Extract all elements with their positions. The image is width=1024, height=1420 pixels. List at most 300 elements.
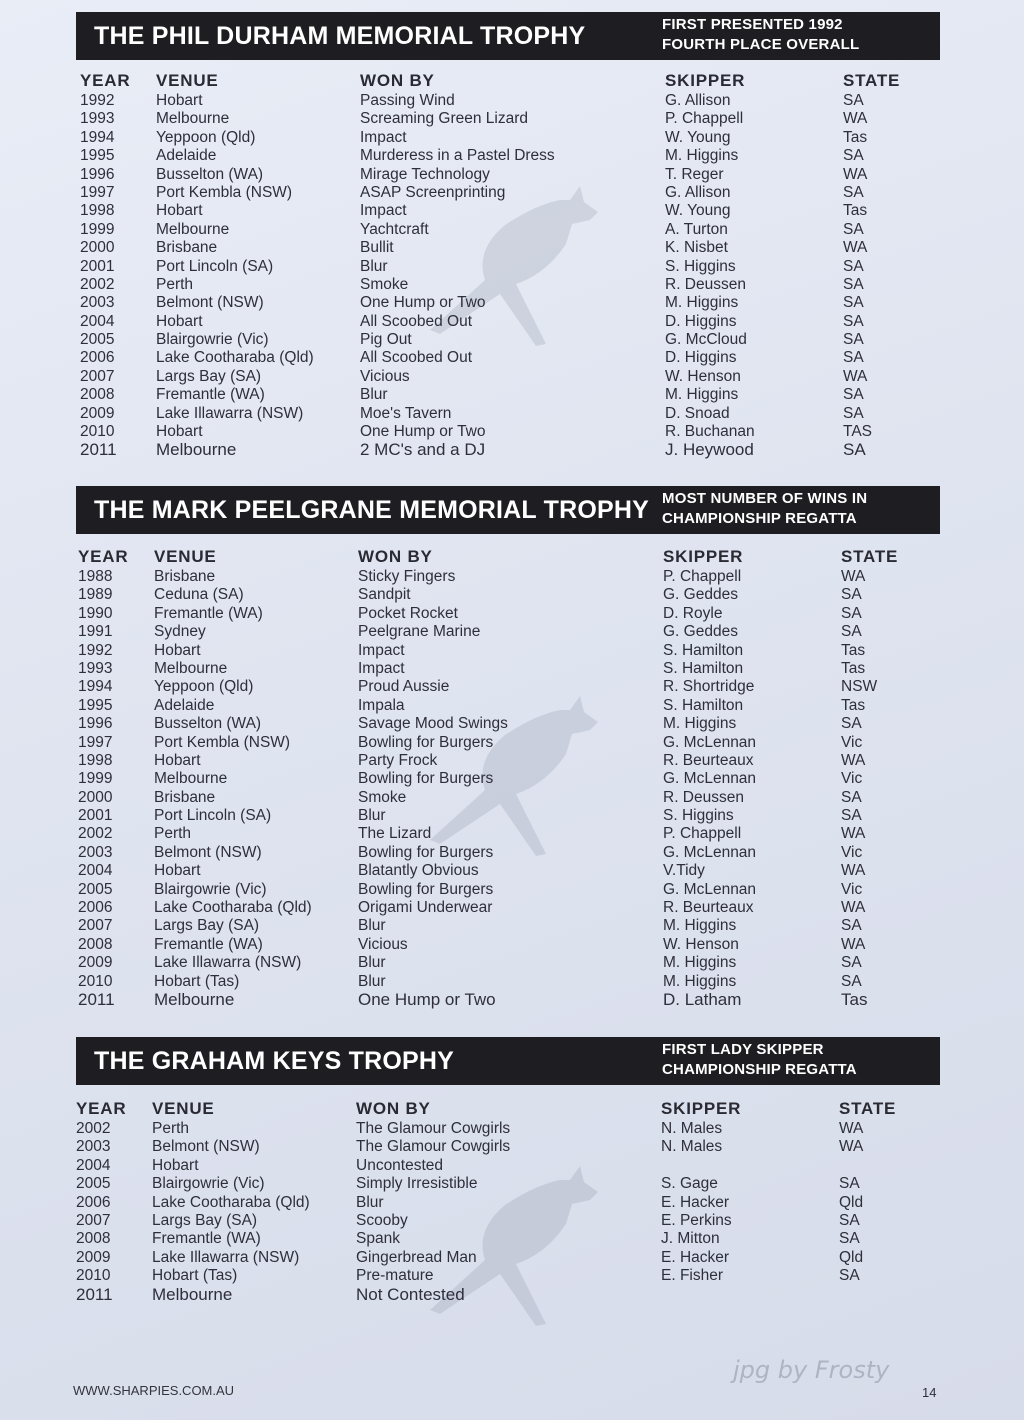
- column-header: SKIPPER: [663, 547, 744, 566]
- state-cell: Tas: [843, 128, 868, 146]
- state-cell: SA: [839, 1230, 860, 1248]
- photo-watermark: jpg by Frosty: [733, 1356, 890, 1384]
- state-cell: Vic: [841, 770, 863, 788]
- state-cell: Vic: [841, 843, 863, 861]
- year-cell: 2010: [76, 1267, 111, 1285]
- state-cell: SA: [843, 440, 866, 460]
- state-cell: TAS: [843, 423, 872, 441]
- year-cell: 2010: [78, 972, 113, 990]
- table-row: [80, 331, 940, 349]
- column-header: SKIPPER: [665, 71, 746, 90]
- winner-cell: Blur: [358, 954, 386, 972]
- skipper-cell: W. Young: [665, 202, 731, 220]
- venue-cell: Blairgowrie (Vic): [154, 880, 267, 898]
- state-cell: SA: [843, 386, 864, 404]
- table-row: [80, 441, 940, 459]
- venue-cell: Belmont (NSW): [152, 1138, 260, 1156]
- winner-cell: Bowling for Burgers: [358, 733, 494, 751]
- venue-cell: Hobart: [154, 641, 201, 659]
- state-cell: SA: [841, 807, 862, 825]
- winner-cell: Mirage Technology: [360, 165, 490, 183]
- year-cell: 2003: [76, 1138, 111, 1156]
- skipper-cell: D. Latham: [663, 989, 742, 1009]
- table-row: [78, 734, 938, 752]
- table-row: [78, 623, 938, 641]
- year-cell: 2004: [78, 862, 113, 880]
- table-row: [80, 294, 940, 312]
- venue-cell: Perth: [152, 1120, 190, 1137]
- year-cell: 1992: [78, 641, 113, 659]
- venue-cell: Adelaide: [154, 696, 215, 714]
- trophy-subtitle-line: FIRST PRESENTED 1992: [662, 16, 843, 33]
- table-row: [80, 423, 940, 441]
- winner-cell: Uncontested: [356, 1156, 444, 1174]
- state-cell: WA: [841, 825, 866, 843]
- venue-cell: Melbourne: [156, 440, 237, 460]
- skipper-cell: T. Reger: [665, 165, 724, 183]
- year-cell: 2008: [78, 935, 113, 953]
- venue-cell: Blairgowrie (Vic): [156, 331, 269, 349]
- column-header: WON BY: [356, 1099, 431, 1118]
- year-cell: 1999: [78, 770, 113, 788]
- state-cell: SA: [841, 715, 862, 733]
- table-row: [80, 92, 940, 110]
- winner-cell: Impact: [360, 128, 407, 146]
- skipper-cell: D. Higgins: [665, 312, 737, 330]
- table-row: [78, 678, 938, 696]
- table-row: [76, 1138, 936, 1156]
- year-cell: 2011: [78, 989, 115, 1009]
- winner-cell: Bullit: [360, 239, 394, 257]
- state-cell: Tas: [841, 641, 866, 659]
- skipper-cell: G. McLennan: [663, 880, 757, 898]
- venue-cell: Largs Bay (SA): [156, 367, 262, 385]
- table-row: [78, 642, 938, 660]
- skipper-cell: J. Mitton: [661, 1230, 720, 1248]
- venue-cell: Hobart (Tas): [154, 972, 240, 990]
- winner-cell: Smoke: [360, 275, 409, 293]
- venue-cell: Port Lincoln (SA): [156, 257, 274, 275]
- trophy-title: THE PHIL DURHAM MEMORIAL TROPHY: [94, 21, 586, 50]
- trophy-banner: [76, 486, 940, 534]
- state-cell: WA: [841, 751, 866, 769]
- skipper-cell: R. Buchanan: [665, 423, 755, 441]
- winner-cell: The Lizard: [358, 825, 432, 843]
- state-cell: Tas: [841, 659, 866, 677]
- column-header: VENUE: [152, 1099, 215, 1118]
- table-row: [78, 789, 938, 807]
- venue-cell: Melbourne: [156, 220, 230, 238]
- state-cell: SA: [841, 586, 862, 604]
- year-cell: 2010: [80, 423, 115, 441]
- trophy-subtitle-line: FIRST LADY SKIPPER: [662, 1041, 824, 1058]
- venue-cell: Largs Bay (SA): [154, 917, 260, 935]
- column-header: VENUE: [156, 71, 219, 90]
- table-row: [80, 239, 940, 257]
- table-row: [76, 1212, 936, 1230]
- table-row: [80, 166, 940, 184]
- year-cell: 2006: [80, 349, 115, 367]
- state-cell: SA: [841, 788, 862, 806]
- year-cell: 1996: [80, 165, 115, 183]
- skipper-cell: S. Hamilton: [663, 641, 744, 659]
- year-cell: 1997: [80, 183, 115, 201]
- year-cell: 1993: [78, 659, 113, 677]
- year-cell: 1991: [78, 623, 113, 641]
- website-url[interactable]: WWW.SHARPIES.COM.AU: [73, 1383, 235, 1398]
- state-cell: WA: [841, 935, 866, 953]
- year-cell: 1996: [78, 715, 113, 733]
- winner-cell: Screaming Green Lizard: [360, 110, 528, 128]
- table-row: [78, 807, 938, 825]
- venue-cell: Yeppoon (Qld): [154, 678, 254, 696]
- table-row: [78, 862, 938, 880]
- winner-cell: Moe's Tavern: [360, 404, 452, 422]
- venue-cell: Brisbane: [154, 788, 216, 806]
- year-cell: 1995: [78, 696, 113, 714]
- winner-cell: Murderess in a Pastel Dress: [360, 147, 555, 165]
- skipper-cell: M. Higgins: [665, 386, 739, 404]
- venue-cell: Yeppoon (Qld): [156, 128, 256, 146]
- table-row: [78, 991, 938, 1009]
- winner-cell: Blur: [358, 972, 386, 990]
- winner-cell: Scooby: [356, 1211, 408, 1229]
- venue-cell: Hobart: [152, 1156, 199, 1174]
- year-cell: 2008: [76, 1230, 111, 1248]
- state-cell: WA: [843, 110, 868, 128]
- skipper-cell: M. Higgins: [663, 972, 737, 990]
- venue-cell: Busselton (WA): [154, 715, 262, 733]
- winner-cell: Simply Irresistible: [356, 1175, 478, 1193]
- skipper-cell: D. Royle: [663, 604, 723, 622]
- venue-cell: Hobart: [154, 751, 201, 769]
- year-cell: 2000: [78, 788, 113, 806]
- winner-cell: Smoke: [358, 788, 407, 806]
- table-row: [76, 1175, 936, 1193]
- year-cell: 1999: [80, 220, 115, 238]
- column-header: STATE: [843, 71, 901, 90]
- winner-cell: Pocket Rocket: [358, 604, 458, 622]
- winner-cell: Peelgrane Marine: [358, 623, 481, 641]
- venue-cell: Brisbane: [156, 239, 218, 257]
- year-cell: 2003: [80, 294, 115, 312]
- state-cell: SA: [843, 275, 864, 293]
- skipper-cell: W. Henson: [663, 935, 739, 953]
- state-cell: Qld: [839, 1193, 864, 1211]
- table-row: [80, 276, 940, 294]
- column-header: YEAR: [80, 71, 131, 90]
- skipper-cell: S. Gage: [661, 1175, 718, 1193]
- skipper-cell: S. Higgins: [663, 807, 734, 825]
- table-row: [78, 899, 938, 917]
- state-cell: Vic: [841, 880, 863, 898]
- state-cell: SA: [843, 312, 864, 330]
- table-row: [78, 715, 938, 733]
- year-cell: 2001: [80, 257, 115, 275]
- table-row: [78, 936, 938, 954]
- year-cell: 2005: [80, 331, 115, 349]
- year-cell: 2002: [78, 825, 113, 843]
- skipper-cell: E. Fisher: [661, 1267, 724, 1285]
- venue-cell: Fremantle (WA): [154, 935, 263, 953]
- year-cell: 2009: [78, 954, 113, 972]
- year-cell: 1988: [78, 568, 113, 585]
- venue-cell: Largs Bay (SA): [152, 1211, 258, 1229]
- winner-cell: ASAP Screenprinting: [360, 183, 506, 201]
- table-row: [80, 405, 940, 423]
- trophy-title: THE GRAHAM KEYS TROPHY: [94, 1046, 454, 1075]
- year-cell: 1990: [78, 604, 113, 622]
- skipper-cell: W. Henson: [665, 367, 741, 385]
- state-cell: SA: [843, 220, 864, 238]
- state-cell: SA: [839, 1211, 860, 1229]
- table-row: [80, 202, 940, 220]
- table-row: [80, 110, 940, 128]
- column-header: STATE: [839, 1099, 897, 1118]
- table-row: [76, 1120, 936, 1138]
- year-cell: 2008: [80, 386, 115, 404]
- table-header-row: [80, 70, 940, 92]
- year-cell: 2002: [76, 1120, 111, 1137]
- table-row: [78, 881, 938, 899]
- year-cell: 1998: [80, 202, 115, 220]
- skipper-cell: M. Higgins: [663, 715, 737, 733]
- state-cell: Qld: [839, 1248, 864, 1266]
- year-cell: 2001: [78, 807, 113, 825]
- trophy-subtitle: [662, 489, 867, 529]
- table-row: [78, 954, 938, 972]
- state-cell: Tas: [841, 696, 866, 714]
- venue-cell: Port Kembla (NSW): [154, 733, 291, 751]
- skipper-cell: A. Turton: [665, 220, 728, 238]
- state-cell: SA: [839, 1267, 860, 1285]
- winner-cell: Blatantly Obvious: [358, 862, 479, 880]
- state-cell: WA: [839, 1138, 864, 1156]
- skipper-cell: D. Snoad: [665, 404, 730, 422]
- trophy-subtitle: [662, 1040, 857, 1080]
- state-cell: SA: [841, 972, 862, 990]
- venue-cell: Hobart: [154, 862, 201, 880]
- year-cell: 1993: [80, 110, 115, 128]
- state-cell: WA: [843, 165, 868, 183]
- table-row: [80, 221, 940, 239]
- venue-cell: Melbourne: [156, 110, 230, 128]
- table-row: [76, 1157, 936, 1175]
- year-cell: 2009: [76, 1248, 111, 1266]
- skipper-cell: G. Geddes: [663, 586, 738, 604]
- skipper-cell: N. Males: [661, 1120, 723, 1137]
- state-cell: SA: [841, 917, 862, 935]
- winner-cell: All Scoobed Out: [360, 312, 473, 330]
- skipper-cell: R. Beurteaux: [663, 751, 754, 769]
- venue-cell: Fremantle (WA): [152, 1230, 261, 1248]
- year-cell: 2002: [80, 275, 115, 293]
- table-row: [78, 660, 938, 678]
- skipper-cell: W. Young: [665, 128, 731, 146]
- table-row: [78, 917, 938, 935]
- winner-cell: 2 MC's and a DJ: [360, 440, 486, 460]
- winner-cell: One Hump or Two: [358, 989, 496, 1009]
- skipper-cell: P. Chappell: [663, 568, 742, 585]
- column-header: VENUE: [154, 547, 217, 566]
- trophy-subtitle: [662, 15, 859, 55]
- year-cell: 1989: [78, 586, 113, 604]
- state-cell: WA: [841, 862, 866, 880]
- trophy-subtitle-line: FOURTH PLACE OVERALL: [662, 36, 860, 53]
- year-cell: 2011: [76, 1284, 113, 1304]
- skipper-cell: K. Nisbet: [665, 239, 728, 257]
- winner-cell: Blur: [358, 807, 386, 825]
- table-row: [76, 1249, 936, 1267]
- skipper-cell: R. Beurteaux: [663, 899, 754, 917]
- table-row: [80, 349, 940, 367]
- winner-cell: Bowling for Burgers: [358, 843, 494, 861]
- table-row: [78, 973, 938, 991]
- table-row: [78, 697, 938, 715]
- state-cell: NSW: [841, 678, 878, 696]
- skipper-cell: E. Hacker: [661, 1193, 730, 1211]
- page-number: 14: [922, 1385, 937, 1400]
- venue-cell: Busselton (WA): [156, 165, 264, 183]
- trophy-subtitle-line: CHAMPIONSHIP REGATTA: [662, 1061, 857, 1078]
- state-cell: SA: [841, 954, 862, 972]
- winner-cell: Blur: [360, 257, 388, 275]
- trophy-subtitle-line: MOST NUMBER OF WINS IN: [662, 490, 868, 507]
- winner-cell: Pig Out: [360, 331, 412, 349]
- state-cell: SA: [843, 147, 864, 165]
- venue-cell: Hobart (Tas): [152, 1267, 238, 1285]
- year-cell: 1994: [78, 678, 113, 696]
- state-cell: Tas: [841, 989, 868, 1009]
- skipper-cell: V.Tidy: [663, 862, 705, 880]
- winner-cell: Passing Wind: [360, 92, 455, 109]
- state-cell: SA: [843, 92, 864, 109]
- state-cell: Vic: [841, 733, 863, 751]
- table-row: [80, 129, 940, 147]
- table-row: [78, 605, 938, 623]
- state-cell: SA: [843, 331, 864, 349]
- winner-cell: One Hump or Two: [360, 294, 486, 312]
- year-cell: 1998: [78, 751, 113, 769]
- winner-cell: Savage Mood Swings: [358, 715, 508, 733]
- skipper-cell: G. Allison: [665, 92, 731, 109]
- venue-cell: Lake Illawarra (NSW): [154, 954, 302, 972]
- table-row: [78, 568, 938, 586]
- skipper-cell: G. Allison: [665, 183, 731, 201]
- table-row: [78, 825, 938, 843]
- winner-cell: Impact: [360, 202, 407, 220]
- venue-cell: Ceduna (SA): [154, 586, 244, 604]
- table-row: [76, 1286, 936, 1304]
- venue-cell: Fremantle (WA): [156, 386, 265, 404]
- state-cell: WA: [843, 239, 868, 257]
- winner-cell: Spank: [356, 1230, 400, 1248]
- year-cell: 2006: [78, 899, 113, 917]
- skipper-cell: R. Deussen: [665, 275, 746, 293]
- skipper-cell: E. Hacker: [661, 1248, 730, 1266]
- results-table: [78, 546, 938, 1009]
- year-cell: 2007: [80, 367, 115, 385]
- table-row: [80, 258, 940, 276]
- skipper-cell: J. Heywood: [665, 440, 754, 460]
- skipper-cell: P. Chappell: [663, 825, 742, 843]
- venue-cell: Port Lincoln (SA): [154, 807, 272, 825]
- winner-cell: Blur: [360, 386, 388, 404]
- winner-cell: Origami Underwear: [358, 899, 493, 917]
- winner-cell: Party Frock: [358, 751, 438, 769]
- winner-cell: Vicious: [358, 935, 408, 953]
- year-cell: 2003: [78, 843, 113, 861]
- skipper-cell: G. McLennan: [663, 843, 757, 861]
- winner-cell: Yachtcraft: [360, 220, 429, 238]
- skipper-cell: G. McCloud: [665, 331, 747, 349]
- state-cell: SA: [841, 604, 862, 622]
- column-header: YEAR: [76, 1099, 127, 1118]
- skipper-cell: P. Chappell: [665, 110, 744, 128]
- winner-cell: Proud Aussie: [358, 678, 450, 696]
- table-row: [78, 752, 938, 770]
- table-row: [80, 313, 940, 331]
- venue-cell: Fremantle (WA): [154, 604, 263, 622]
- venue-cell: Blairgowrie (Vic): [152, 1175, 265, 1193]
- table-row: [80, 184, 940, 202]
- year-cell: 2007: [76, 1211, 111, 1229]
- winner-cell: Blur: [356, 1193, 384, 1211]
- venue-cell: Melbourne: [154, 770, 228, 788]
- skipper-cell: M. Higgins: [663, 954, 737, 972]
- skipper-cell: G. McLennan: [663, 733, 757, 751]
- winner-cell: Impala: [358, 696, 405, 714]
- column-header: YEAR: [78, 547, 129, 566]
- state-cell: SA: [843, 404, 864, 422]
- state-cell: SA: [839, 1175, 860, 1193]
- trophy-banner: [76, 1037, 940, 1085]
- skipper-cell: G. Geddes: [663, 623, 738, 641]
- winner-cell: Impact: [358, 641, 405, 659]
- year-cell: 1994: [80, 128, 115, 146]
- year-cell: 2000: [80, 239, 115, 257]
- venue-cell: Lake Illawarra (NSW): [152, 1248, 300, 1266]
- state-cell: SA: [841, 623, 862, 641]
- table-row: [80, 386, 940, 404]
- winner-cell: Not Contested: [356, 1284, 465, 1304]
- trophy-subtitle-line: CHAMPIONSHIP REGATTA: [662, 510, 857, 527]
- skipper-cell: N. Males: [661, 1138, 723, 1156]
- skipper-cell: M. Higgins: [663, 917, 737, 935]
- venue-cell: Hobart: [156, 312, 203, 330]
- skipper-cell: G. McLennan: [663, 770, 757, 788]
- winner-cell: Vicious: [360, 367, 410, 385]
- table-row: [76, 1267, 936, 1285]
- state-cell: Tas: [843, 202, 868, 220]
- winner-cell: Bowling for Burgers: [358, 880, 494, 898]
- winner-cell: Gingerbread Man: [356, 1248, 477, 1266]
- year-cell: 2006: [76, 1193, 111, 1211]
- venue-cell: Sydney: [154, 623, 206, 641]
- column-header: STATE: [841, 547, 899, 566]
- skipper-cell: S. Hamilton: [663, 659, 744, 677]
- column-header: WON BY: [360, 71, 435, 90]
- table-row: [80, 147, 940, 165]
- table-row: [76, 1230, 936, 1248]
- venue-cell: Hobart: [156, 92, 203, 109]
- results-table: [76, 1098, 936, 1304]
- winner-cell: Blur: [358, 917, 386, 935]
- skipper-cell: E. Perkins: [661, 1211, 732, 1229]
- venue-cell: Adelaide: [156, 147, 217, 165]
- year-cell: 1995: [80, 147, 115, 165]
- venue-cell: Melbourne: [154, 659, 228, 677]
